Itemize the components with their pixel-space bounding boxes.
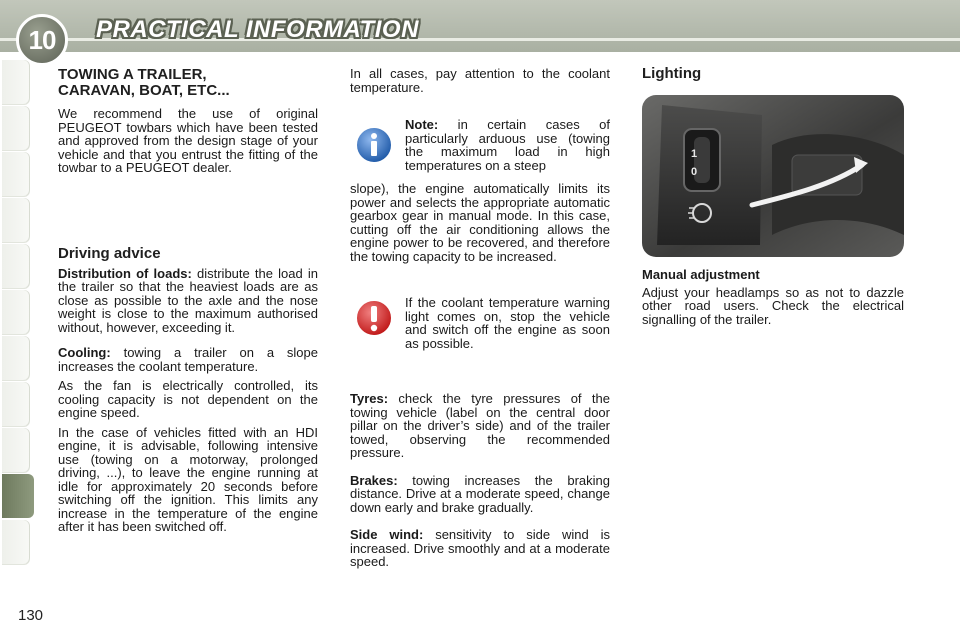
distribution-label: Distribution of loads:: [58, 265, 192, 281]
note-block-bottom: [350, 182, 610, 263]
warning-block: [405, 296, 610, 350]
svg-text:0: 0: [691, 166, 698, 178]
intro-paragraph: We recommend the use of original PEUGEOT towbars which have been tested and approved from the design stage of your vehicle and that you entrust the fitting of the towbar to a PEUGEOT dealer.: [58, 106, 318, 175]
chapter-tab[interactable]: [2, 336, 30, 380]
distribution-text: distribute the load in the trailer so that the heaviest loads are as close as possible to the axle and the nose weight is close to the maximum authorised without, however, exceeding it.: [58, 265, 319, 335]
chapter-tab[interactable]: [2, 382, 30, 426]
fan-paragraph: As the fan is electrically controlled, its cooling capacity is not dependent on the engine speed.: [58, 378, 318, 420]
tyres-paragraph: [350, 392, 610, 460]
distribution-paragraph: [58, 267, 318, 335]
hdi-paragraph: In the case of vehicles fitted with an HDI engine, it is advisable, following intensive use (towing on a motorway, prolonged driving, ...), to leave the engine running at idle for approximately 20 seconds before switching off the ignition. This limits any increase in the temperature of the engine after it has been switched off.: [58, 424, 318, 534]
section-title-line2: CARAVAN, BOAT, ETC...: [58, 82, 230, 99]
svg-text:1: 1: [691, 148, 698, 160]
brakes-text: towing increases the braking distance. Drive at a moderate speed, change down early and brake gradually.: [350, 472, 610, 515]
note-text-top: in certain cases of particularly arduous use (towing the maximum load in high temperatures on a steep: [405, 117, 610, 173]
chapter-badge: 10: [16, 14, 68, 66]
chapter-tabs: [0, 60, 40, 580]
driving-advice-heading: Driving advice: [58, 245, 161, 262]
coolant-attention-paragraph: [350, 67, 610, 94]
chapter-tab[interactable]: [2, 60, 30, 104]
section-title-line1: TOWING A TRAILER,: [58, 66, 207, 83]
note-paragraph-bottom: slope), the engine automatically limits its power and selects the appropriate automatic gearbox gear in manual mode. In this case, cutting off the air conditioning allows the engine power to be recovered, and therefore the towing capacity to be increased.: [350, 181, 610, 264]
column-towing: [58, 67, 318, 175]
coolant-attention-text: In all cases, pay attention to the coolant temperature.: [350, 66, 610, 95]
warning-icon: [354, 298, 394, 338]
info-icon: [354, 125, 394, 165]
headlamp-adjuster-photo: [642, 95, 904, 257]
side-wind-paragraph: [350, 528, 610, 569]
tyres-label: Tyres:: [350, 391, 389, 406]
column-lighting: [642, 67, 904, 81]
chapter-tab[interactable]: [2, 106, 30, 150]
brakes-label: Brakes:: [350, 472, 398, 488]
chapter-tab[interactable]: [2, 428, 30, 472]
column-driving-advice: [58, 247, 318, 534]
cooling-paragraph: [58, 346, 318, 373]
lighting-heading: Lighting: [642, 65, 702, 82]
manual-adjustment-text: Adjust your headlamps so as not to dazzle other road users. Check the electrical signalling of the trailer.: [642, 284, 904, 327]
column-checks: [350, 392, 610, 569]
manual-adjustment-block: [642, 268, 904, 326]
note-block-top: [405, 118, 610, 172]
cooling-label: Cooling:: [58, 345, 111, 360]
cooling-text: towing a trailer on a slope increases the coolant temperature.: [58, 345, 318, 374]
note-paragraph-top: [405, 118, 610, 172]
tyres-text: check the tyre pressures of the towing vehicle (label on the central door pillar on the driver’s side) and of the trailer towed, observing the recommended pressure.: [350, 391, 610, 460]
chapter-tab[interactable]: [2, 290, 30, 334]
manual-adjustment-heading: Manual adjustment: [642, 267, 760, 282]
warning-paragraph: If the coolant temperature warning light comes on, stop the vehicle and switch off the engine as soon as possible.: [405, 295, 610, 351]
side-wind-text: sensitivity to side wind is increased. Drive smoothly and at a moderate speed.: [350, 527, 610, 569]
chapter-tab[interactable]: [2, 244, 30, 288]
chapter-tab[interactable]: [2, 520, 30, 564]
page-title: PRACTICAL INFORMATION: [96, 16, 419, 43]
chapter-tab-active[interactable]: [2, 474, 34, 518]
side-wind-label: Side wind:: [350, 527, 424, 542]
note-label: Note:: [405, 117, 439, 132]
chapter-tab[interactable]: [2, 198, 30, 242]
brakes-paragraph: [350, 474, 610, 515]
page-number: 130: [18, 607, 44, 624]
chapter-tab[interactable]: [2, 152, 30, 196]
